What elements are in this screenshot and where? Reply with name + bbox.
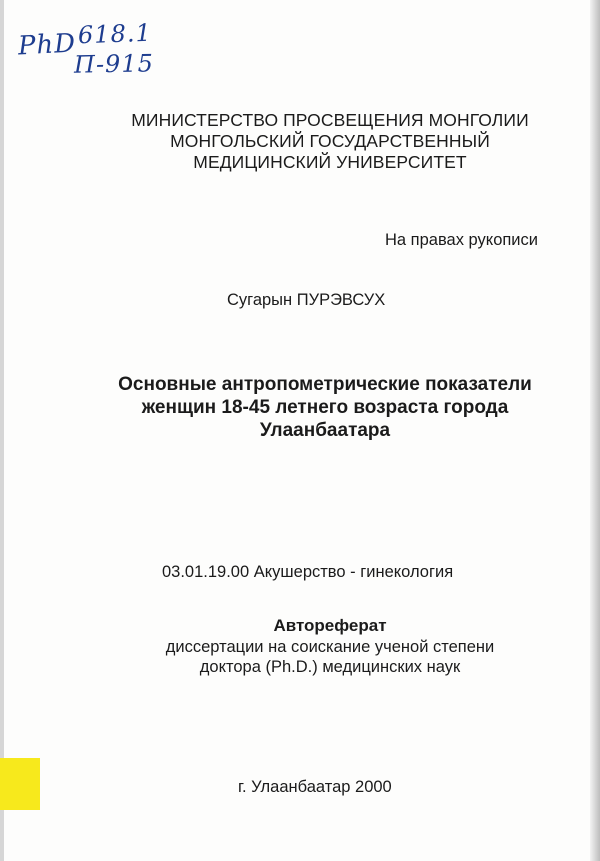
scan-right-edge [590,0,600,861]
scan-left-edge [0,0,4,861]
title-line-2: женщин 18-45 летнего возраста города [141,397,509,418]
ministry-line-2: МОНГОЛЬСКИЙ ГОСУДАРСТВЕННЫЙ [170,131,490,151]
author-name: Сугарын ПУРЭВСУХ [227,291,386,309]
handwritten-phd-mark: PhD [17,28,77,62]
ministry-header [100,110,560,173]
handwritten-call-number-line2: П-915 [73,49,155,79]
rights-note: На правах рукописи [385,231,538,249]
place-and-year: г. Улаанбаатар 2000 [238,778,392,796]
abstract-line-1: диссертации на соискание ученой степени [165,638,495,656]
specialty-code: 03.01.19.00 Акушерство - гинекология [162,563,454,581]
title-line-1: Основные антропометрические показатели [118,374,532,395]
yellow-library-tab [0,758,40,810]
abstract-block [120,616,540,677]
dissertation-title [60,373,590,442]
ministry-line-1: МИНИСТЕРСТВО ПРОСВЕЩЕНИЯ МОНГОЛИИ [131,110,529,130]
handwritten-call-number-line1: 618.1 [77,18,153,50]
abstract-line-2: доктора (Ph.D.) медицинских наук [199,658,461,676]
ministry-line-3: МЕДИЦИНСКИЙ УНИВЕРСИТЕТ [193,152,467,172]
abstract-heading: Автореферат [273,616,387,635]
title-line-3: Улаанбаатара [259,420,391,441]
